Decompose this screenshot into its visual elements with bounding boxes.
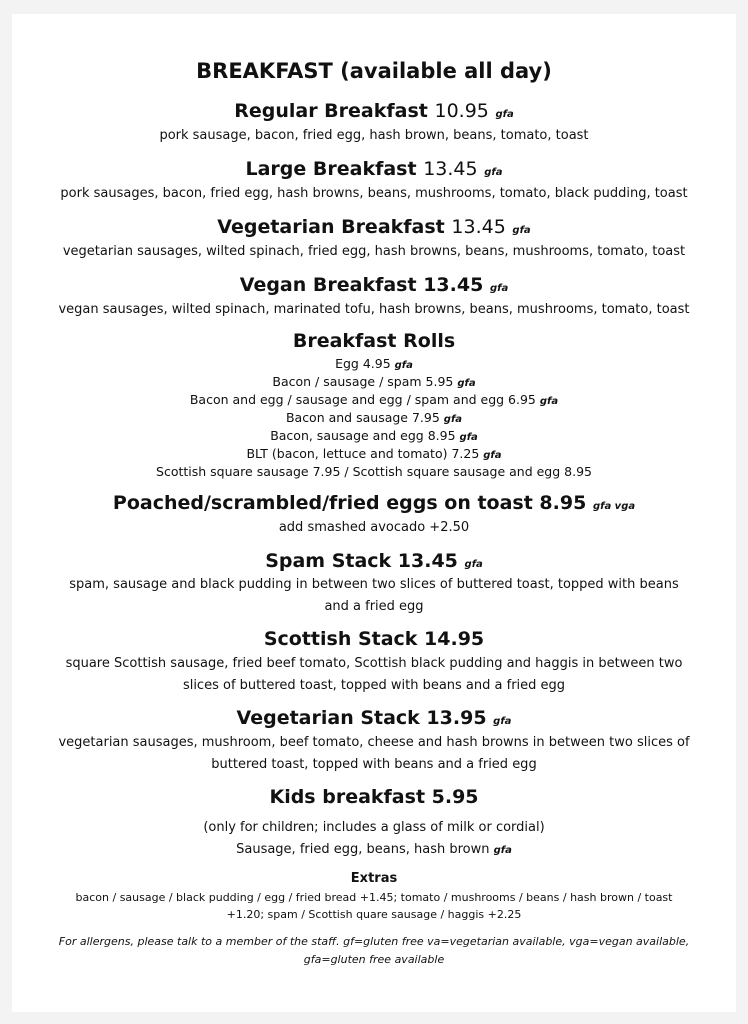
item-note: (only for children; includes a glass of milk or cordial): [203, 820, 545, 835]
item-vegetarian-breakfast: [0, 216, 748, 238]
item-tag: gfa: [512, 225, 531, 236]
item-vegetarian-stack: Vegetarian Stack 13.95 gfa: [236, 707, 512, 729]
extras-line: +1.20; spam / Scottish quare sausage / haggis +2.25: [226, 908, 522, 921]
item-scottish-stack: Scottish Stack 14.95: [263, 628, 485, 650]
item-desc: pork sausage, bacon, fried egg, hash brown, beans, tomato, toast: [159, 128, 589, 143]
extras-heading: Extras: [350, 871, 398, 886]
item-tag: gfa: [489, 283, 509, 294]
roll-line: Bacon and sausage 7.95 gfa: [285, 410, 463, 425]
roll-line: Bacon and egg / sausage and egg / spam and egg 6.95 gfa: [189, 392, 559, 407]
item-name: Large Breakfast: [245, 158, 417, 180]
item-price: 13.45: [423, 158, 478, 180]
roll-line: BLT (bacon, lettuce and tomato) 7.25 gfa: [246, 446, 502, 461]
item-name: Vegetarian Breakfast: [217, 216, 445, 238]
item-eggs-on-toast: Poached/scrambled/fried eggs on toast 8.95 gfa vga: [112, 492, 636, 514]
roll-line: Egg 4.95 gfa: [335, 356, 413, 371]
item-spam-stack: Spam Stack 13.45 gfa: [265, 550, 483, 572]
item-price: 13.45: [451, 216, 506, 238]
item-desc: spam, sausage and black pudding in between two slices of buttered toast, topped with beans: [69, 577, 679, 592]
item-desc: pork sausages, bacon, fried egg, hash browns, beans, mushrooms, tomato, black pudding, toast: [60, 186, 688, 201]
item-desc: slices of buttered toast, topped with beans and a fried egg: [182, 678, 566, 693]
extras-line: bacon / sausage / black pudding / egg / fried bread +1.45; tomato / mushrooms / beans / hash brown / toast: [75, 891, 673, 904]
menu-title: BREAKFAST (available all day): [196, 59, 552, 83]
roll-line: Bacon / sausage / spam 5.95 gfa: [272, 374, 476, 389]
item-desc: Sausage, fried egg, beans, hash brown gfa: [236, 842, 512, 857]
item-name: Vegan Breakfast: [239, 274, 417, 296]
rolls-heading: Breakfast Rolls: [292, 330, 456, 352]
item-desc: vegetarian sausages, mushroom, beef tomato, cheese and hash browns in between two slices of: [58, 735, 690, 750]
item-desc: and a fried egg: [324, 599, 424, 614]
item-kids-breakfast: Kids breakfast 5.95: [269, 786, 479, 808]
item-desc: add smashed avocado +2.50: [278, 520, 470, 535]
allergen-footnote: For allergens, please talk to a member of the staff. gf=gluten free va=vegetarian available, vga=vegan available,: [58, 935, 690, 948]
item-desc: buttered toast, topped with beans and a fried egg: [211, 757, 537, 772]
item-vegan-breakfast: [0, 274, 748, 296]
item-desc: vegetarian sausages, wilted spinach, fried egg, hash browns, beans, mushrooms, tomato, toast: [62, 244, 686, 259]
allergen-footnote: gfa=gluten free available: [303, 953, 445, 966]
item-tag: gfa: [495, 109, 514, 120]
item-large-breakfast: [0, 158, 748, 180]
item-desc: square Scottish sausage, fried beef tomato, Scottish black pudding and haggis in between two: [65, 656, 683, 671]
roll-line: Scottish square sausage 7.95 / Scottish square sausage and egg 8.95: [156, 464, 592, 479]
item-regular-breakfast: [0, 100, 748, 122]
item-desc: vegan sausages, wilted spinach, marinated tofu, hash browns, beans, mushrooms, tomato, toast: [58, 302, 690, 317]
item-tag: gfa: [484, 167, 503, 178]
item-price: 10.95: [434, 100, 489, 122]
item-name: Regular Breakfast: [234, 100, 428, 122]
item-price: 13.45: [423, 274, 484, 296]
roll-line: Bacon, sausage and egg 8.95 gfa: [270, 428, 478, 443]
